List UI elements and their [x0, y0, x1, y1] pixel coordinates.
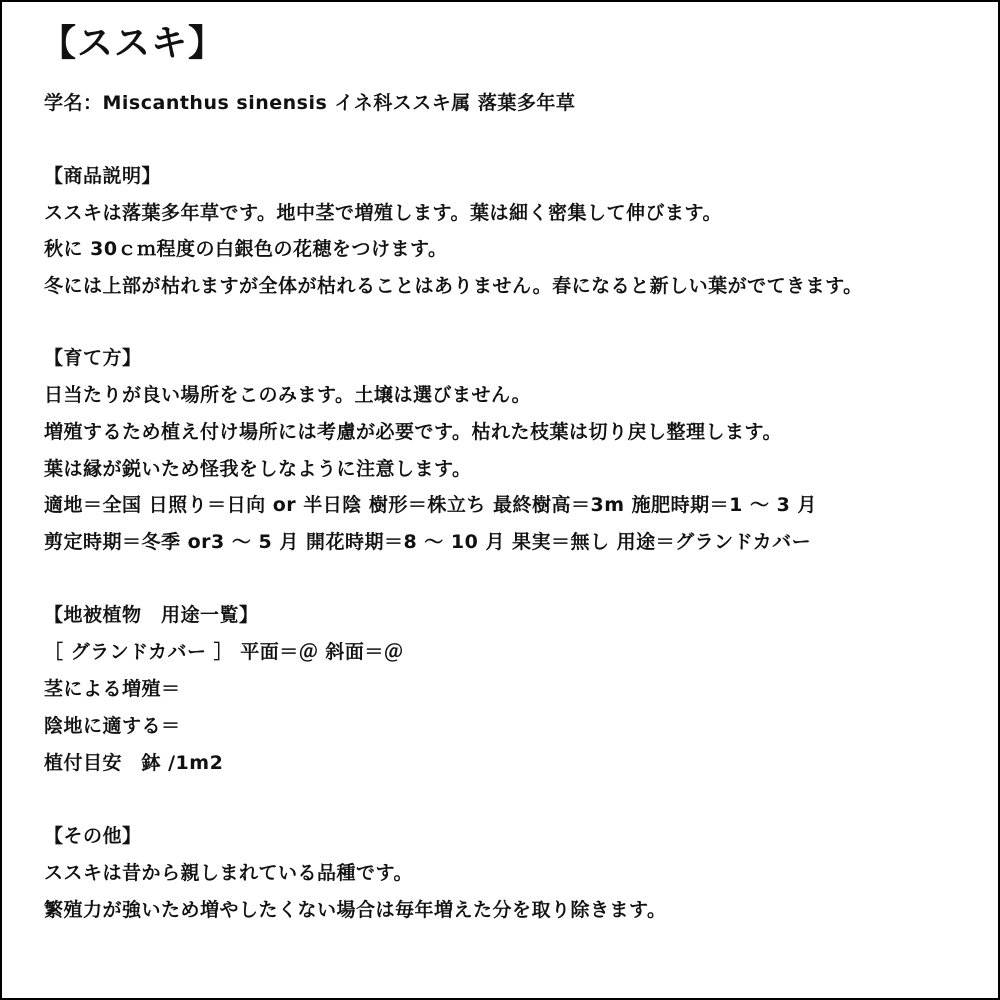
how-to-grow-line: 日当たりが良い場所をこのみます。土壌は選びません。 — [44, 384, 532, 406]
how-to-grow-heading: 【育て方】 — [44, 347, 142, 369]
product-description-heading: 【商品説明】 — [44, 165, 162, 187]
page-title: 【ススキ】 — [40, 23, 226, 64]
ground-cover-uses-line: 植付目安 鉢 /1m2 — [44, 752, 224, 774]
ground-cover-uses-line: 茎による増殖＝ — [44, 678, 181, 700]
product-description-line: 冬には上部が枯れますが全体が枯れることはありません。春になると新しい葉がでてきます。 — [44, 275, 863, 297]
ground-cover-uses-heading: 【地被植物 用途一覧】 — [44, 604, 259, 626]
ground-cover-uses-line: ［ グランドカバー ］ 平面＝＠ 斜面＝＠ — [44, 641, 404, 663]
scientific-name: 学名：Miscanthus sinensis イネ科ススキ属 落葉多年草 — [44, 92, 576, 114]
how-to-grow-specs: 適地＝全国 日照り＝日向 or 半日陰 樹形＝株立ち 最終樹高＝3m 施肥時期＝1 ～ 3 月 — [44, 494, 817, 516]
product-description-line: 秋に 30ｃｍ程度の白銀色の花穂をつけます。 — [44, 238, 448, 260]
how-to-grow-line: 増殖するため植え付け場所には考慮が必要です。枯れた枝葉は切り戻し整理します。 — [44, 421, 782, 443]
other-line: ススキは昔から親しまれている品種です。 — [44, 862, 413, 884]
other-heading: 【その他】 — [44, 825, 142, 847]
how-to-grow-specs: 剪定時期＝冬季 or3 ～ 5 月 開花時期＝8 ～ 10 月 果実＝無し 用途＝グランドカバー — [44, 531, 812, 553]
other-line: 繁殖力が強いため増やしたくない場合は毎年増えた分を取り除きます。 — [44, 899, 667, 921]
how-to-grow-line: 葉は縁が鋭いため怪我をしなように注意します。 — [44, 458, 472, 480]
product-description-line: ススキは落葉多年草です。地中茎で増殖します。葉は細く密集して伸びます。 — [44, 202, 722, 224]
ground-cover-uses-line: 陰地に適する＝ — [44, 715, 181, 737]
